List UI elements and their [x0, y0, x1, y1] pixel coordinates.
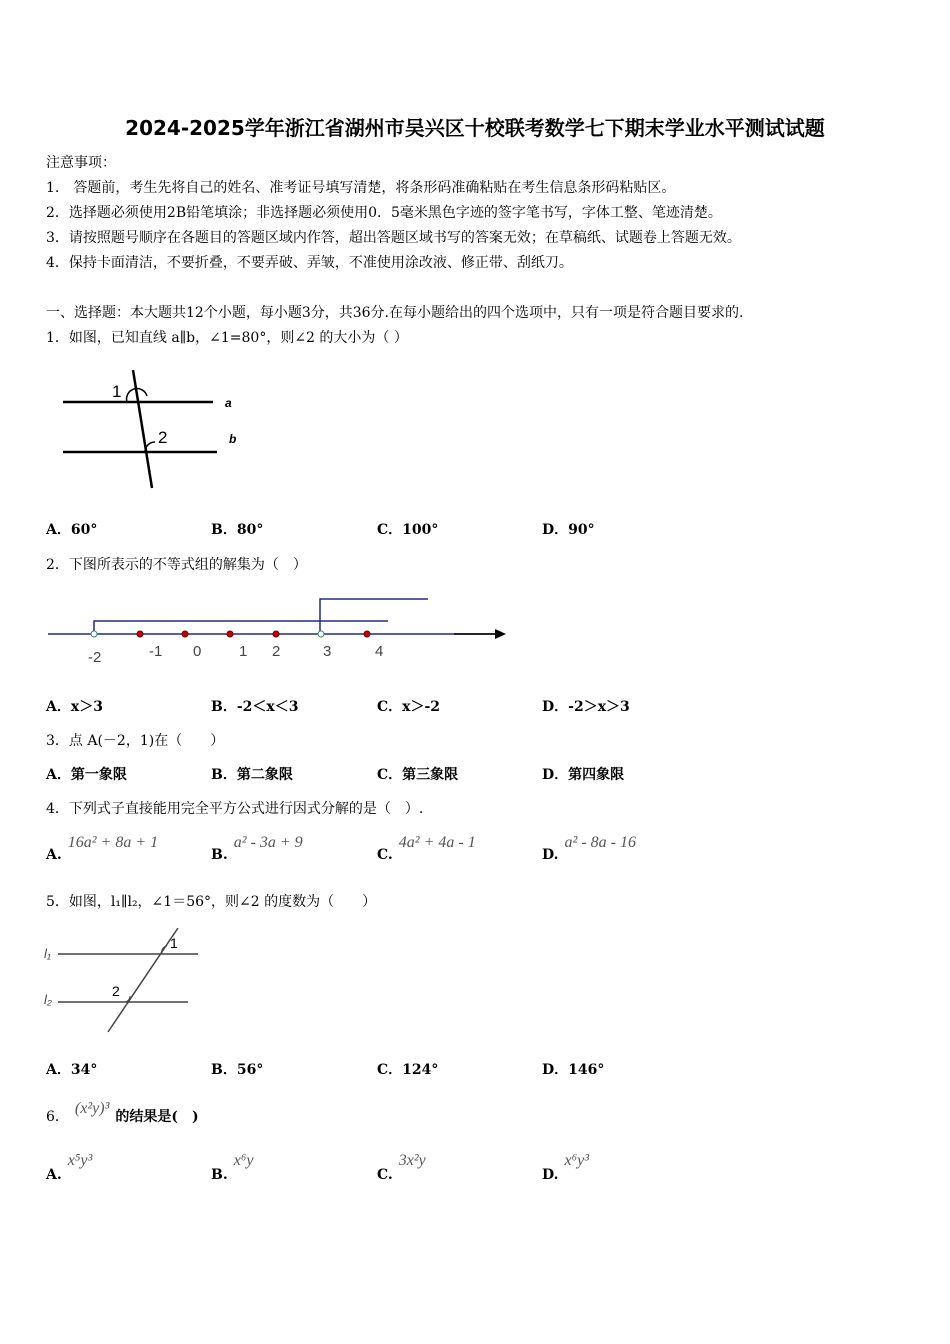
point [273, 631, 279, 637]
note-item: 2．选择题必须使用2B铅笔填涂；非选择题必须使用0．5毫米黑色字迹的签字笔书写，字体工整、笔迹清楚。 [46, 205, 722, 221]
point [364, 631, 370, 637]
question-2-stem: 2．下图所表示的不等式组的解集为（ ） [46, 557, 307, 573]
option-d[interactable]: D．-2＞x＞3 [542, 699, 630, 715]
option-expression: a² - 8a - 16 [564, 834, 636, 851]
open-point [318, 631, 324, 637]
l1-label: l₁ [44, 946, 51, 961]
stem-expression: (x²y)³ [74, 1100, 110, 1117]
transversal [108, 928, 178, 1032]
angle-2-label: 2 [112, 983, 120, 999]
option-label: D. [542, 847, 559, 863]
option-c[interactable]: C．x＞-2 [377, 699, 441, 715]
l2-label: l₂ [44, 992, 52, 1007]
question-6-stem [46, 1098, 199, 1125]
option-b[interactable]: B．56° [211, 1062, 264, 1078]
option-b[interactable]: B．80° [211, 522, 264, 538]
option-expression: 16a² + 8a + 1 [67, 834, 159, 851]
section-heading: 一、选择题：本大题共12个小题，每小题3分，共36分.在每小题给出的四个选项中，只有一项是符合题目要求的. [46, 305, 744, 321]
note-item: 3．请按照题号顺序在各题目的答题区域内作答，超出答题区域书写的答案无效；在草稿纸、试题卷上答题无效。 [46, 230, 741, 246]
tick-label: -1 [149, 643, 163, 660]
option-label: C. [377, 1167, 393, 1183]
stem-text: 的结果是( ) [115, 1109, 199, 1125]
tick-label: 4 [375, 643, 384, 660]
angle-2-label: 2 [158, 428, 168, 447]
option-a[interactable]: A．60° [46, 522, 98, 538]
question-3-stem: 3．点 A(－2，1)在（ ） [46, 733, 225, 749]
question-5-stem: 5．如图，l₁∥l₂，∠1＝56°，则∠2 的度数为（ ） [46, 894, 377, 910]
tick-label: 0 [193, 643, 202, 660]
point [227, 631, 233, 637]
option-a[interactable] [46, 1152, 93, 1183]
number-line-figure [40, 590, 520, 670]
option-label: B. [211, 1167, 228, 1183]
axis-arrow-icon [495, 629, 506, 639]
tick-label: 1 [239, 643, 248, 660]
option-expression: a² - 3a + 9 [233, 834, 303, 851]
question-4-stem: 4．下列式子直接能用完全平方公式进行因式分解的是（ ）. [46, 801, 424, 817]
option-c[interactable]: C．124° [377, 1062, 439, 1078]
question-1-figure [55, 370, 255, 492]
line-b-label: b [229, 432, 237, 446]
question-1-stem: 1．如图，已知直线 a∥b，∠1=80°，则∠2 的大小为（ ） [46, 330, 408, 346]
option-d[interactable]: D．第四象限 [542, 767, 625, 783]
option-c[interactable]: C．100° [377, 522, 439, 538]
option-a[interactable]: A．34° [46, 1062, 98, 1078]
point [137, 631, 143, 637]
option-d[interactable] [542, 834, 636, 863]
option-a[interactable]: A．第一象限 [46, 767, 127, 783]
option-expression: 4a² + 4a - 1 [398, 834, 476, 851]
open-point [91, 631, 97, 637]
option-c[interactable] [377, 1152, 426, 1183]
transversal [133, 370, 152, 488]
option-b[interactable]: B．-2＜x＜3 [211, 699, 299, 715]
option-label: A. [46, 847, 62, 863]
note-item: 4．保持卡面清洁，不要折叠，不要弄破、弄皱，不准使用涂改液、修正带、刮纸刀。 [46, 255, 573, 271]
option-b[interactable]: B．第二象限 [211, 767, 293, 783]
option-a[interactable]: A．x＞3 [46, 699, 103, 715]
option-expression: x⁶y [233, 1152, 254, 1169]
option-b[interactable] [211, 834, 303, 863]
option-expression: 3x²y [398, 1152, 426, 1169]
option-d[interactable]: D．146° [542, 1062, 605, 1078]
option-c[interactable] [377, 834, 476, 863]
point [182, 631, 188, 637]
notes-heading: 注意事项： [46, 155, 116, 171]
question-5-figure [40, 928, 210, 1036]
option-label: C. [377, 847, 393, 863]
option-d[interactable] [542, 1152, 590, 1183]
tick-label: -2 [88, 649, 102, 666]
angle-1-label: 1 [112, 382, 122, 401]
option-expression: x⁶y³ [564, 1152, 590, 1169]
tick-label: 2 [272, 643, 281, 660]
line-a-label: a [225, 396, 232, 410]
angle-1-label: 1 [170, 935, 178, 951]
option-a[interactable] [46, 834, 159, 863]
option-label: D. [542, 1167, 559, 1183]
option-label: A. [46, 1167, 62, 1183]
option-expression: x⁵y³ [67, 1152, 93, 1169]
question-number: 6． [46, 1109, 69, 1125]
note-item: 1. 答题前，考生先将自己的姓名、准考证号填写清楚，将条形码准确粘贴在考生信息条形码粘贴区。 [46, 180, 676, 196]
tick-label: 3 [323, 643, 332, 660]
page-title: 2024-2025学年浙江省湖州市吴兴区十校联考数学七下期末学业水平测试试题 [125, 116, 825, 140]
option-label: B. [211, 847, 228, 863]
range-bracket-x-gt-3 [320, 599, 428, 634]
option-c[interactable]: C．第三象限 [377, 767, 459, 783]
option-b[interactable] [211, 1152, 254, 1183]
option-d[interactable]: D．90° [542, 522, 595, 538]
